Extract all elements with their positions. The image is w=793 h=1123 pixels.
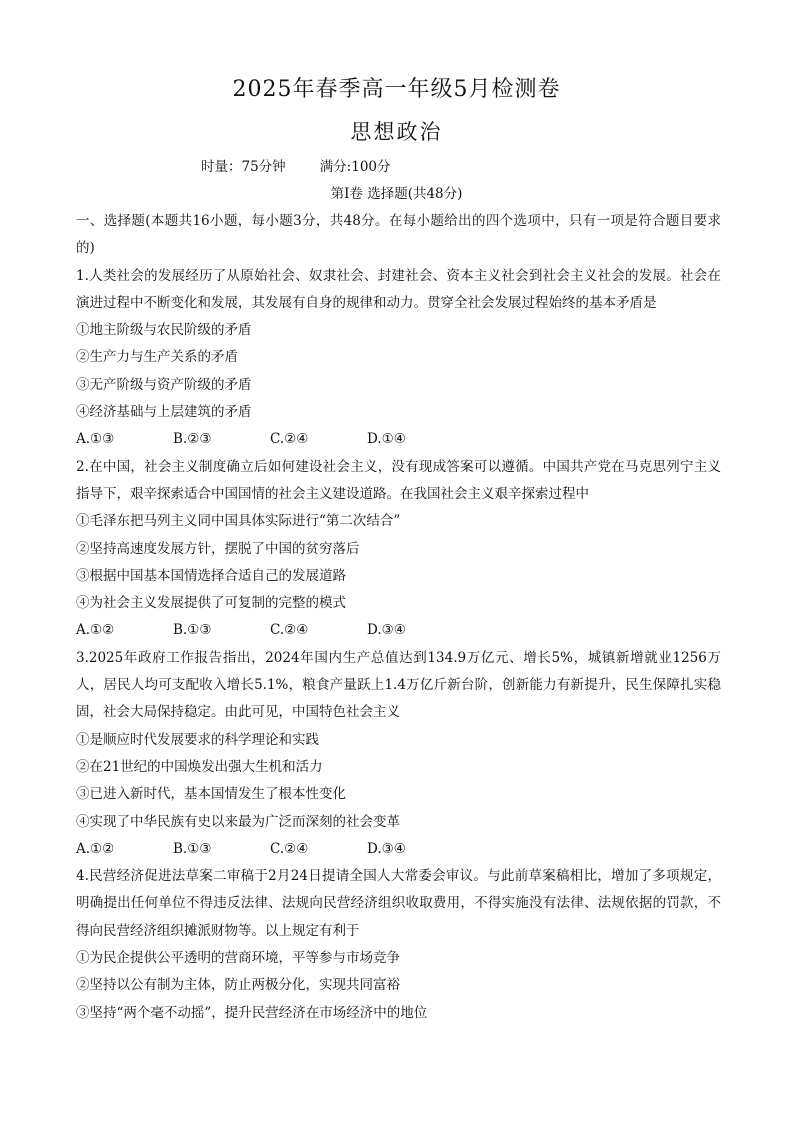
- section-intro: 一、选择题(本题共16小题，每小题3分，共48分。在每小题给出的四个选项中，只有一项是符合题目要求的): [76, 213, 721, 257]
- question-item: ②坚持以公有制为主体，防止两极分化，实现共同富裕: [76, 977, 400, 994]
- question-item: ③已进入新时代，基本国情发生了根本性变化: [76, 786, 346, 803]
- question-item: ①地主阶级与农民阶级的矛盾: [76, 322, 252, 339]
- subject-title: 思想政治: [350, 120, 443, 144]
- choice-b[interactable]: B.①③: [173, 622, 212, 639]
- question-stem: 1.人类社会的发展经历了从原始社会、奴隶社会、封建社会、资本主义社会到社会主义社会的发展。社会在演进过程中不断变化和发展，其发展有自身的规律和动力。贯穿全社会发展过程始终的基本矛盾是: [76, 267, 721, 311]
- section-title: 第Ⅰ卷 选择题(共48分): [330, 186, 463, 202]
- choice-d[interactable]: D.③④: [367, 622, 406, 639]
- time-label: 时量：75分钟: [201, 159, 286, 175]
- choice-c[interactable]: C.②④: [270, 622, 309, 639]
- choice-a[interactable]: A.①②: [76, 840, 115, 857]
- question-item: ②在21世纪的中国焕发出强大生机和活力: [76, 758, 323, 775]
- question-item: ①为民企提供公平透明的营商环境，平等参与市场竞争: [76, 950, 400, 967]
- choice-c[interactable]: C.②④: [270, 431, 309, 448]
- question-stem: 4.民营经济促进法草案二审稿于2月24日提请全国人大常委会审议。与此前草案稿相比，增加了多项规定，明确提出任何单位不得违反法律、法规向民营经济组织收取费用，不得实施没有法律、法规依据的罚款，不得向民营经济组织摊派财物等。以上规定有利于: [76, 868, 721, 939]
- question-item: ①是顺应时代发展要求的科学理论和实践: [76, 731, 319, 748]
- question-stem: 3.2025年政府工作报告指出，2024年国内生产总值达到134.9万亿元、增长5%，城镇新增就业1256万人，居民人均可支配收入增长5.1%，粮食产量跃上1.4万亿斤新台阶，创新能力有新提升，民生保障扎实稳固，社会大局保持稳定。由此可见，中国特色社会主义: [76, 649, 721, 721]
- question-item: ④为社会主义发展提供了可复制的完整的模式: [76, 595, 346, 612]
- question-item: ④经济基础与上层建筑的矛盾: [76, 404, 252, 421]
- exam-meta: [201, 157, 391, 177]
- answer-choices: [76, 836, 721, 863]
- choice-b[interactable]: B.①③: [173, 840, 212, 857]
- question-item: ③根据中国基本国情选择合适自己的发展道路: [76, 567, 346, 584]
- answer-choices: [76, 617, 721, 644]
- answer-choices: [76, 426, 721, 453]
- question-item: ④实现了中华民族有史以来最为广泛而深刻的社会变革: [76, 813, 400, 830]
- question-body: [76, 208, 721, 1027]
- exam-title: 2025年春季高一年级5月检测卷: [232, 77, 561, 102]
- choice-a[interactable]: A.①③: [76, 431, 115, 448]
- choice-b[interactable]: B.②③: [173, 431, 212, 448]
- question-item: ①毛泽东把马列主义同中国具体实际进行“第二次结合”: [76, 513, 401, 530]
- question-stem: 2.在中国，社会主义制度确立后如何建设社会主义，没有现成答案可以遵循。中国共产党在马克思列宁主义指导下，艰辛探索适合中国国情的社会主义建设道路。在我国社会主义艰辛探索过程中: [76, 458, 721, 502]
- score-label: 满分:100分: [319, 159, 391, 175]
- question-item: ②坚持高速度发展方针，摆脱了中国的贫穷落后: [76, 540, 360, 557]
- choice-c[interactable]: C.②④: [270, 840, 309, 857]
- choice-d[interactable]: D.①④: [367, 431, 406, 448]
- choice-a[interactable]: A.①②: [76, 622, 115, 639]
- question-item: ②生产力与生产关系的矛盾: [76, 349, 238, 366]
- choice-d[interactable]: D.③④: [367, 840, 406, 857]
- question-item: ③坚持“两个毫不动摇”，提升民营经济在市场经济中的地位: [76, 1004, 428, 1021]
- question-item: ③无产阶级与资产阶级的矛盾: [76, 376, 252, 393]
